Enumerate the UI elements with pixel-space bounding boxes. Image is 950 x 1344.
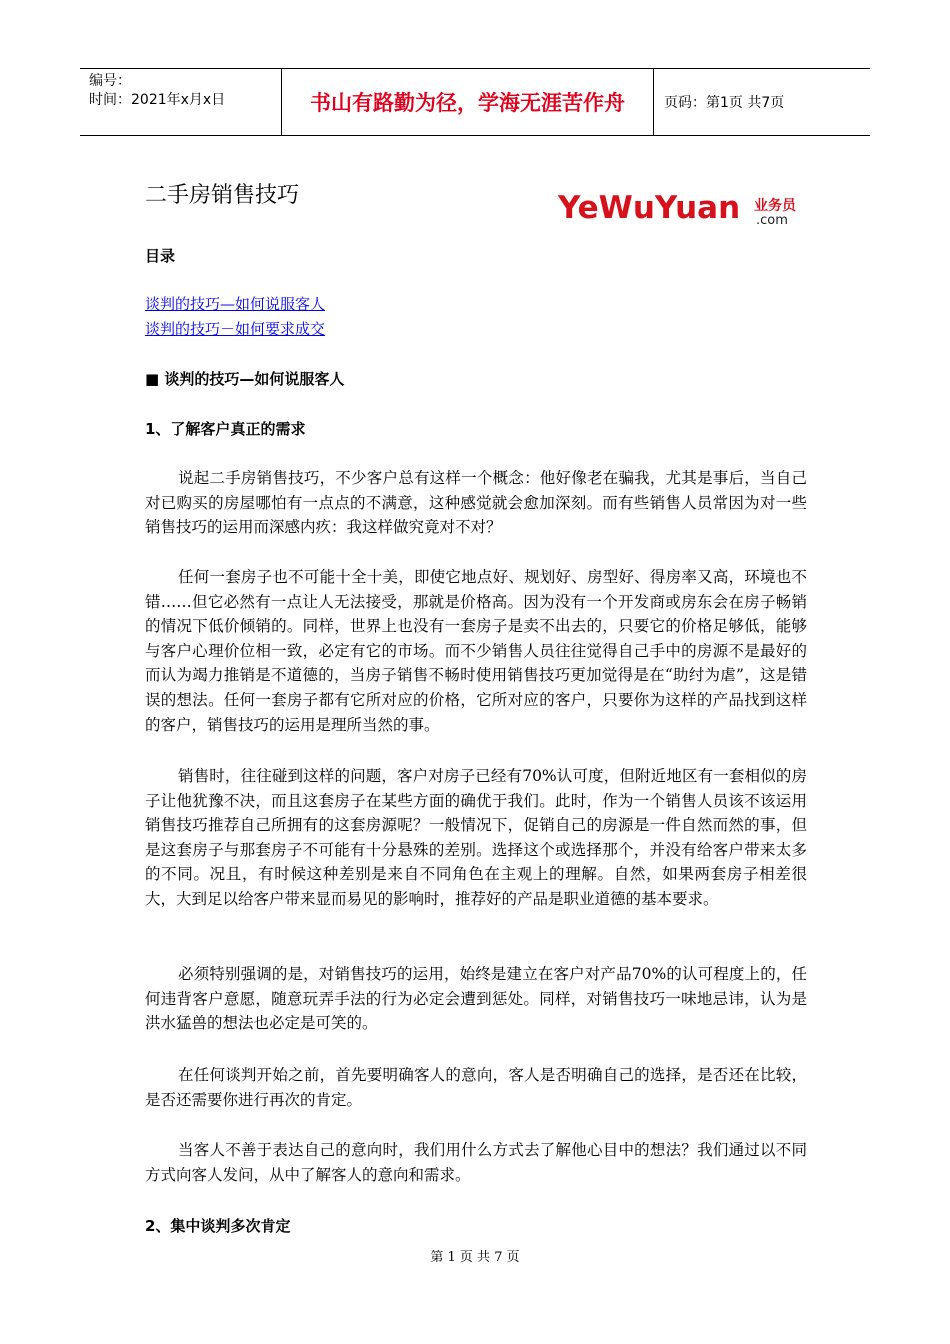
paragraph-2: 任何一套房子也不可能十全十美，即使它地点好、规划好、房型好、得房率又高，环境也不错……但它必然有一点让人无法接受，那就是价格高。因为没有一个开发商或房东会在房子畅销的情况下低价倾销的。同样，世界上也没有一套房子是卖不出去的，只要它的价格足够低，能够与客户心理价位相一致，必定有它的市场。而不少销售人员往往觉得自己手中的房源不是最好的而认为竭力推销是不道德的，当房子销售不畅时使用销售技巧更加觉得是在“助纣为虐”，这是错误的想法。任何一套房子都有它所对应的价格，它所对应的客户，只要你为这样的产品找到这样的客户，销售技巧的运用是理所当然的事。 (145, 568, 807, 734)
toc-heading: 目录 (145, 247, 176, 265)
section-heading-needs: 1、了解客户真正的需求 (145, 420, 306, 438)
logo-cn-text: 业务员 (754, 198, 796, 214)
yewuyuan-logo (558, 190, 796, 230)
toc-link-persuade[interactable]: 谈判的技巧—如何说服客人 (145, 295, 326, 313)
header-table (80, 68, 870, 136)
logo-domain-text: .com (756, 213, 788, 228)
page-footer: 第 1 页 共 7 页 (430, 1250, 520, 1265)
paragraph-4: 必须特别强调的是，对销售技巧的运用，始终是建立在客户对产品70%的认可程度上的，任何违背客户意愿，随意玩弄手法的行为必定会遭到惩处。同样，对销售技巧一味地忌讳，认为是洪水猛兽的想法也必定是可笑的。 (145, 965, 807, 1033)
paragraph-3: 销售时，往往碰到这样的问题，客户对房子已经有70%认可度，但附近地区有一套相似的房子让他犹豫不决，而且这套房子在某些方面的确优于我们。此时，作为一个销售人员该不该运用销售技巧推荐自己所拥有的这套房源呢？一般情况下，促销自己的房源是一件自然而然的事，但是这套房子与那套房子不可能有十分悬殊的差别。选择这个或选择那个，并没有给客户带来太多的不同。况且，有时候这种差别是来自不同角色在主观上的理解。自然，如果两套房子相差很大，大到足以给客户带来显而易见的影响时，推荐好的产品是职业道德的基本要求。 (145, 767, 807, 908)
document-number-label: 编号： (89, 73, 131, 89)
table-of-contents (145, 292, 325, 342)
header-page-label: 页码：第1页 共7页 (664, 95, 785, 111)
paragraph-6: 当客人不善于表达自己的意向时，我们用什么方式去了解他心目中的想法？我们通过以不同方式向客人发问，从中了解客人的意向和需求。 (145, 1141, 807, 1184)
logo-wordmark: YeWuYuan (558, 190, 741, 226)
section-heading-persuade: ■ 谈判的技巧—如何说服客人 (145, 370, 345, 388)
paragraph-1: 说起二手房销售技巧，不少客户总有这样一个概念：他好像老在骗我，尤其是事后，当自己对已购买的房屋哪怕有一点点的不满意，这种感觉就会愈加深刻。而有些销售人员常因为对一些销售技巧的运用而深感内疚：我这样做究竟对不对？ (145, 469, 807, 537)
header-info-cell (80, 69, 282, 135)
section-heading-affirm: 2、集中谈判多次肯定 (145, 1217, 291, 1235)
document-title: 二手房销售技巧 (145, 183, 300, 208)
header-motto: 书山有路勤为径，学海无涯苦作舟 (282, 69, 654, 135)
toc-link-close-deal[interactable]: 谈判的技巧－如何要求成交 (145, 320, 326, 338)
document-time-label: 时间：2021年x月x日 (89, 92, 226, 108)
paragraph-5: 在任何谈判开始之前，首先要明确客人的意向，客人是否明确自己的选择，是否还在比较，是否还需要你进行再次的肯定。 (145, 1066, 807, 1109)
